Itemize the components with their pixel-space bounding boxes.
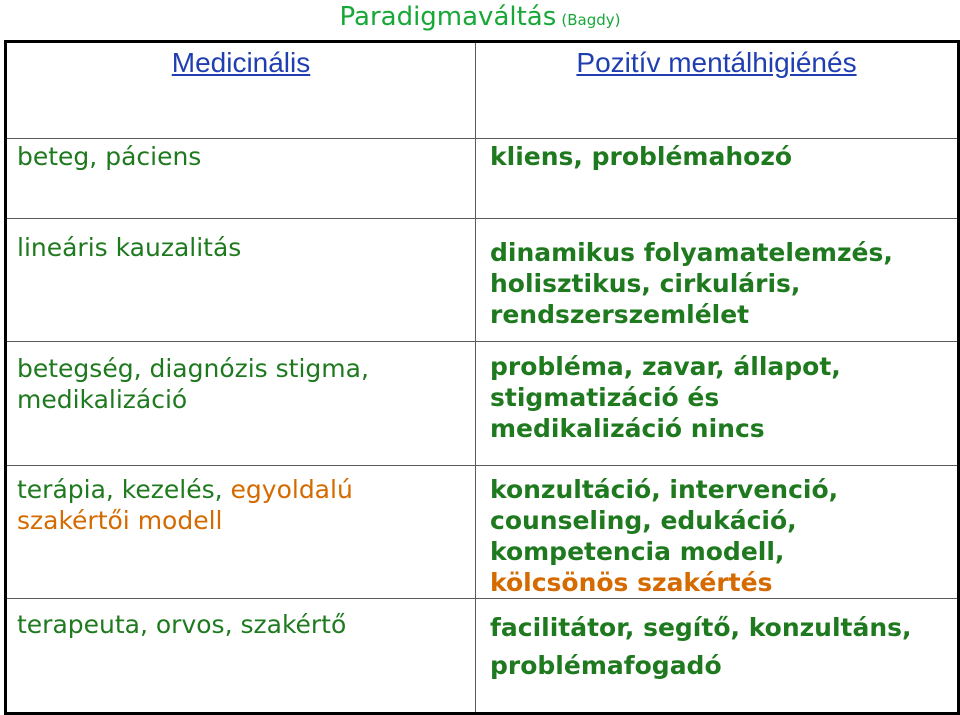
line: problémafogadó [490,651,722,680]
line: terapeuta, orvos, szakértő [17,610,347,639]
page-title [0,0,960,36]
line: lineáris kauzalitás [17,233,242,262]
cell-left [6,139,476,219]
highlight-text: egyoldalú [230,475,353,504]
line: kliens, problémahozó [490,142,793,171]
cell-left [6,219,476,342]
line: stigmatizáció és [490,383,720,412]
line: szakértői modell [17,506,223,535]
cell-left [6,599,476,714]
line: holisztikus, cirkuláris, [490,269,801,298]
line: beteg, páciens [17,142,202,171]
title-source: (Bagdy) [561,11,621,29]
line: probléma, zavar, állapot, [490,352,841,381]
table-row [6,466,959,599]
line: konzultáció, intervenció, [490,475,839,504]
cell-left [6,342,476,466]
line: dinamikus folyamatelemzés, [490,238,893,267]
cell-right [476,466,959,599]
title-main: Paradigmaváltás [339,2,557,32]
header-right: Pozitív mentálhigiénés [476,42,959,139]
line: medikalizáció nincs [490,414,765,443]
header-row [6,42,959,139]
table-row [6,139,959,219]
table-row [6,219,959,342]
cell-right [476,139,959,219]
line: terápia, kezelés, egyoldalú [17,475,353,504]
cell-right [476,599,959,714]
comparison-table [4,40,960,715]
line: facilitátor, segítő, konzultáns, [490,613,912,642]
cell-right [476,219,959,342]
table-row [6,342,959,466]
line: medikalizáció [17,385,188,414]
line: betegség, diagnózis stigma, [17,354,369,383]
line: rendszerszemlélet [490,300,750,329]
line: kompetencia modell, [490,537,785,566]
cell-left [6,466,476,599]
cell-right [476,342,959,466]
line: counseling, edukáció, [490,506,797,535]
header-left: Medicinális [6,42,476,139]
table-row [6,599,959,714]
line: kölcsönös szakértés [490,568,773,597]
